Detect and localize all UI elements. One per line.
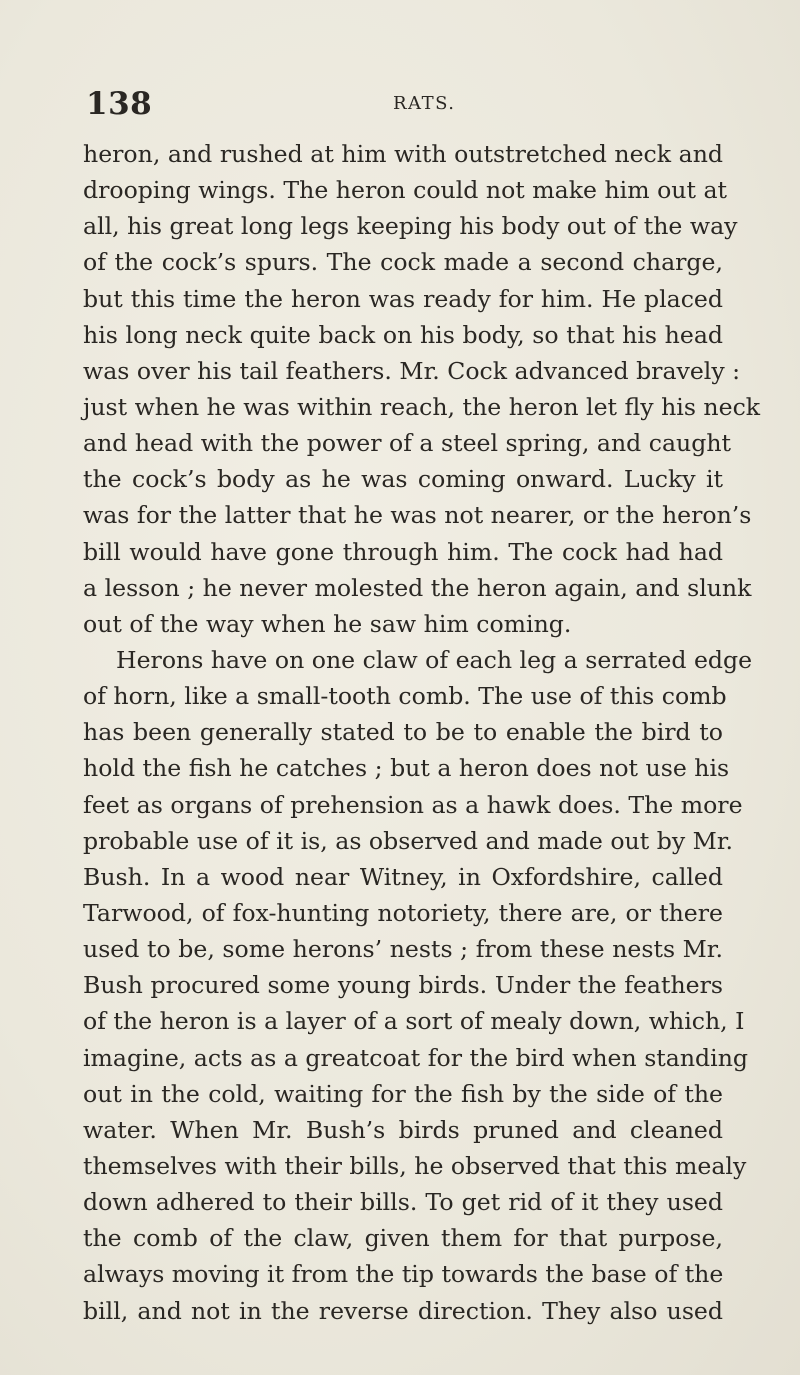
text-line: and head with the power of a steel spring, and caught bbox=[83, 429, 732, 458]
text-line: used to be, some herons’ nests ; from these nests Mr. bbox=[83, 935, 723, 964]
text-line: of horn, like a small-tooth comb. The use of this comb bbox=[83, 682, 727, 711]
text-line: a lesson ; he never molested the heron again, and slunk bbox=[83, 573, 752, 602]
text-line: drooping wings. The heron could not make him out at bbox=[83, 176, 728, 205]
text-line: Bush procured some young birds. Under the feathers bbox=[83, 971, 723, 1000]
text-line: has been generally stated to be to enable the bird to bbox=[83, 718, 723, 747]
text-line: feet as organs of prehension as a hawk does. The more bbox=[83, 790, 743, 819]
text-line: probable use of it is, as observed and made out by Mr. bbox=[83, 826, 734, 855]
text-line: all, his great long legs keeping his body out of the way bbox=[83, 212, 738, 241]
text-line: down adhered to their bills. To get rid of it they used bbox=[83, 1188, 723, 1217]
text-line: but this time the heron was ready for him. He placed bbox=[83, 284, 723, 313]
text-line: of the heron is a layer of a sort of mealy down, which, I bbox=[83, 1007, 745, 1036]
text-line: was for the latter that he was not nearer, or the heron’s bbox=[83, 501, 752, 530]
text-line: of the cock’s spurs. The cock made a second charge, bbox=[83, 248, 723, 277]
text-line: just when he was within reach, the heron let fly his neck bbox=[83, 392, 761, 421]
text-line: out in the cold, waiting for the fish by the side of the bbox=[83, 1079, 723, 1108]
text-line: bill would have gone through him. The cock had had bbox=[83, 537, 723, 566]
text-line: bill, and not in the reverse direction. They also used bbox=[83, 1296, 723, 1325]
page-number: 138 bbox=[86, 86, 153, 122]
text-line-paragraph-end: out of the way when he saw him coming. bbox=[83, 609, 572, 638]
text-line: always moving it from the tip towards the base of the bbox=[83, 1260, 724, 1289]
text-line-paragraph-start: Herons have on one claw of each leg a serrated edge bbox=[116, 645, 753, 674]
text-line: the cock’s body as he was coming onward. Lucky it bbox=[83, 465, 723, 494]
text-line: was over his tail feathers. Mr. Cock advanced bravely : bbox=[83, 356, 741, 385]
text-line: heron, and rushed at him with outstretched neck and bbox=[83, 140, 723, 168]
body-text bbox=[83, 136, 761, 1329]
text-line: Tarwood, of fox-hunting notoriety, there are, or there bbox=[83, 898, 723, 927]
page-header bbox=[86, 86, 686, 126]
text-line: his long neck quite back on his body, so that his head bbox=[83, 320, 723, 349]
text-line: imagine, acts as a greatcoat for the bird when standing bbox=[83, 1043, 748, 1072]
text-line: hold the fish he catches ; but a heron does not use his bbox=[83, 754, 730, 783]
text-line: Bush. In a wood near Witney, in Oxfordshire, called bbox=[83, 862, 723, 891]
text-line: the comb of the claw, given them for that purpose, bbox=[83, 1224, 723, 1253]
running-head: RATS. bbox=[393, 93, 456, 114]
text-line: themselves with their bills, he observed that this mealy bbox=[83, 1151, 747, 1180]
text-line: water. When Mr. Bush’s birds pruned and cleaned bbox=[83, 1115, 723, 1144]
